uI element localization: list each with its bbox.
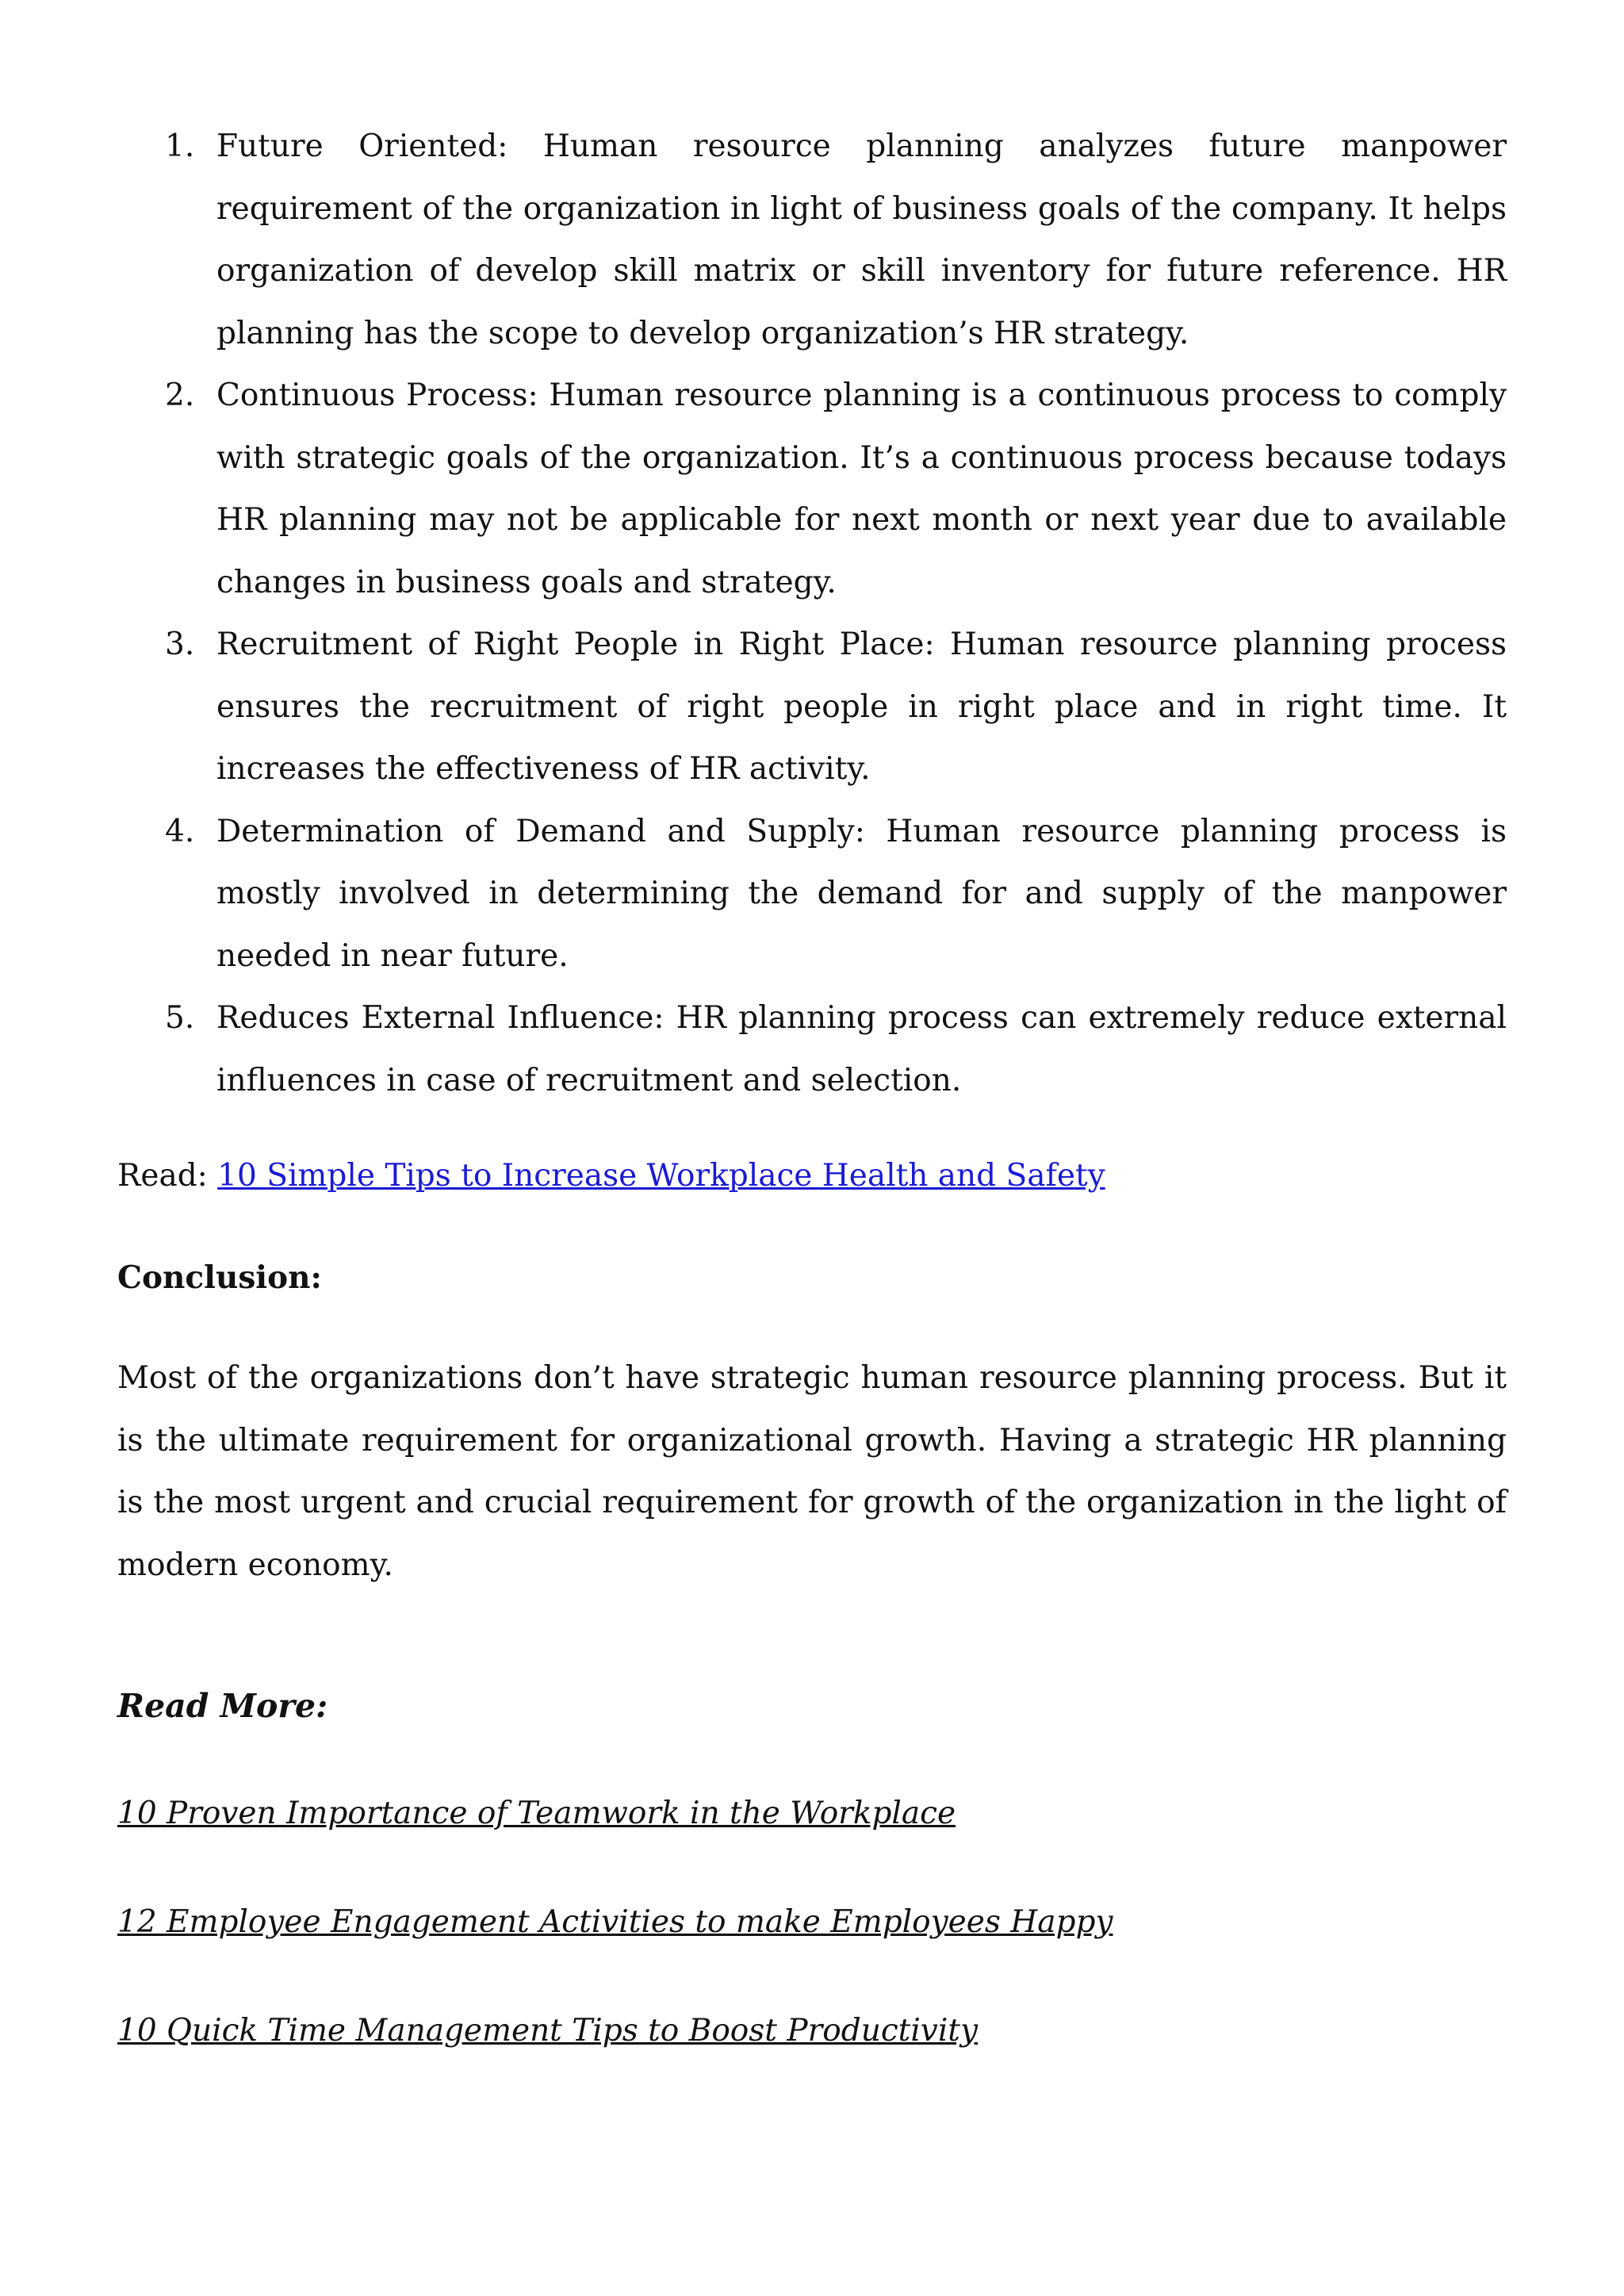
- read-also-line: [117, 1145, 1507, 1208]
- list-item: [117, 116, 1507, 365]
- list-item-number: 3.: [165, 627, 195, 662]
- list-item: [117, 987, 1507, 1112]
- list-item: [117, 614, 1507, 801]
- list-item-text: Continuous Process: Human resource planning is a continuous process to comply with strategic goals of the organization. It’s a continuous process because todays HR planning may not be applicable for next month or next year due to available changes in business goals and strategy.: [216, 378, 1507, 600]
- list-item-text: Determination of Demand and Supply: Human resource planning process is mostly involved in determining the demand for and supply of the manpower needed in near future.: [216, 813, 1507, 974]
- list-item-number: 4.: [165, 813, 195, 849]
- hr-planning-features-list: [117, 116, 1507, 1112]
- list-item: [117, 801, 1507, 988]
- time-management-article-link[interactable]: 10 Quick Time Management Tips to Boost Productivity: [117, 2013, 979, 2049]
- conclusion-heading: Conclusion:: [117, 1259, 322, 1296]
- list-item-number: 2.: [165, 378, 195, 413]
- workplace-safety-link[interactable]: 10 Simple Tips to Increase Workplace Health and Safety: [217, 1158, 1105, 1194]
- teamwork-article-link[interactable]: 10 Proven Importance of Teamwork in the Workplace: [117, 1796, 956, 1831]
- read-more-heading: Read More:: [117, 1687, 328, 1725]
- list-item: [117, 365, 1507, 614]
- list-item-text: Recruitment of Right People in Right Place: Human resource planning process ensures the recruitment of right people in right place and in right time. It increases the effectiveness of HR activity.: [216, 627, 1507, 787]
- read-prefix: Read:: [117, 1158, 218, 1194]
- list-item-number: 1.: [165, 128, 195, 164]
- list-item-text: Future Oriented: Human resource planning analyzes future manpower requirement of the organization in light of business goals of the company. It helps organization of develop skill matrix or skill inventory for future reference. HR planning has the scope to develop organization’s HR strategy.: [216, 128, 1507, 351]
- list-item-text: Reduces External Influence: HR planning process can extremely reduce external influences in case of recruitment and selection.: [216, 1000, 1507, 1098]
- list-item-number: 5.: [165, 1000, 195, 1036]
- employee-engagement-article-link[interactable]: 12 Employee Engagement Activities to make Employees Happy: [117, 1904, 1113, 1940]
- conclusion-paragraph: Most of the organizations don’t have strategic human resource planning process. But it is the ultimate requirement for organizational growth. Having a strategic HR planning is the most urgent and crucial requirement for growth of the organization in the light of modern economy.: [117, 1360, 1507, 1583]
